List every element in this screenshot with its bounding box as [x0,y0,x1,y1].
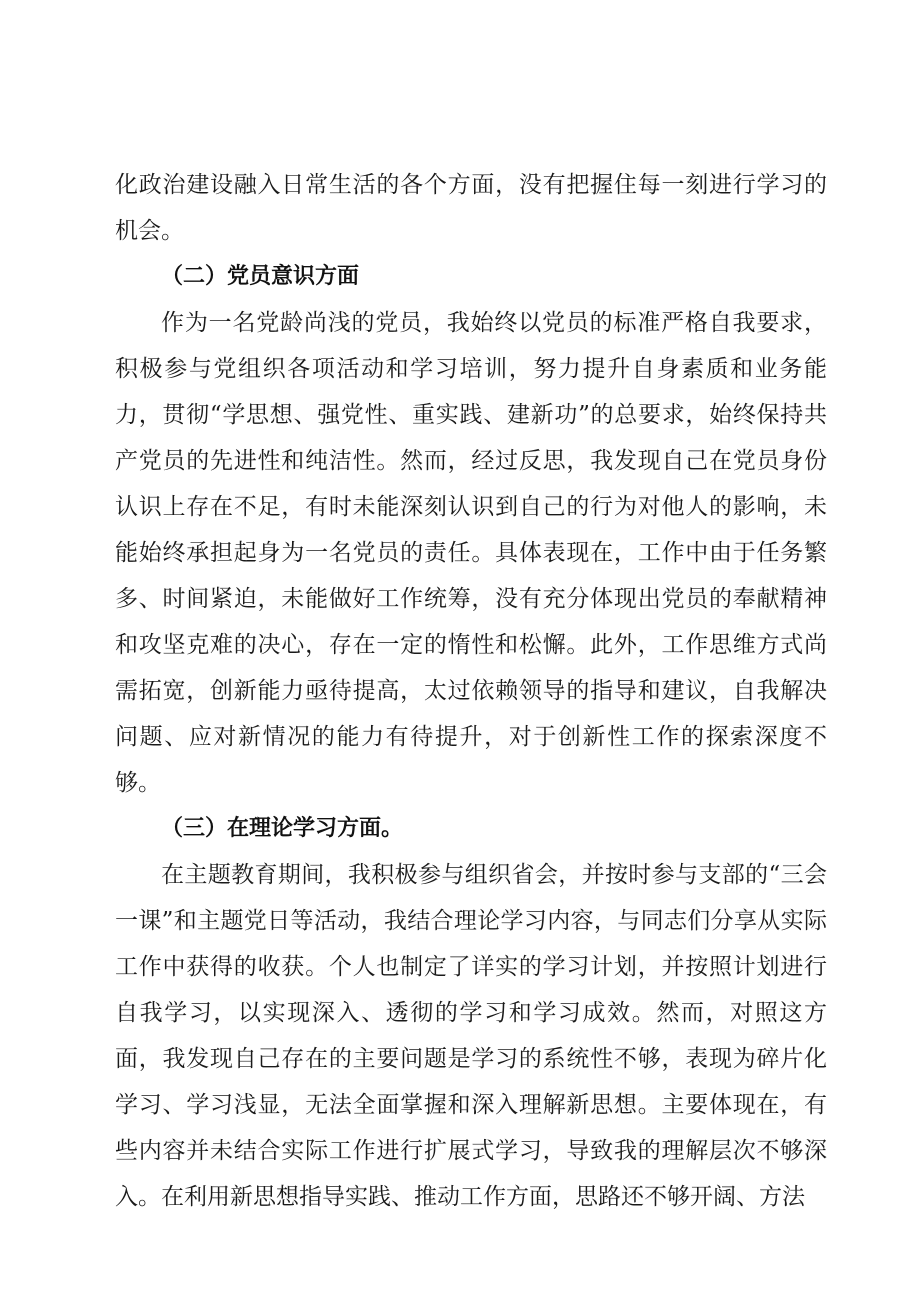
paragraph-theory-study: 在主题教育期间，我积极参与组织省会，并按时参与支部的“三会一课”和主题党日等活动，我结合理论学习内容，与同志们分享从实际工作中获得的收获。个人也制定了详实的学习计划，并按照计划进行自我学习，以实现深入、透彻的学习和学习成效。然而，对照这方面，我发现自己存在的主要问题是学习的系统性不够，表现为碎片化学习、学习浅显，无法全面掌握和深入理解新思想。主要体现在，有些内容并未结合实际工作进行扩展式学习，导致我的理解层次不够深入。在利用新思想指导实践、推动工作方面，思路还不够开阔、方法 [115,862,827,1210]
document-body [115,162,827,1220]
section-heading-party-awareness: （二）党员意识方面 [161,264,360,289]
paragraph-party-awareness: 作为一名党龄尚浅的党员，我始终以党员的标准严格自我要求，积极参与党组织各项活动和学习培训，努力提升自身素质和业务能力，贯彻“学思想、强党性、重实践、建新功”的总要求，始终保持共产党员的先进性和纯洁性。然而，经过反思，我发现自己在党员身份认识上存在不足，有时未能深刻认识到自己的行为对他人的影响，未能始终承担起身为一名党员的责任。具体表现在，工作中由于任务繁多、时间紧迫，未能做好工作统筹，没有充分体现出党员的奉献精神和攻坚克难的决心，存在一定的惰性和松懈。此外，工作思维方式尚需拓宽，创新能力亟待提高，太过依赖领导的指导和建议，自我解决问题、应对新情况的能力有待提升，对于创新性工作的探索深度不够。 [115,310,827,796]
section-heading-theory-study: （三）在理论学习方面。 [161,816,404,841]
continuation-paragraph: 化政治建设融入日常生活的各个方面，没有把握住每一刻进行学习的机会。 [115,172,827,244]
